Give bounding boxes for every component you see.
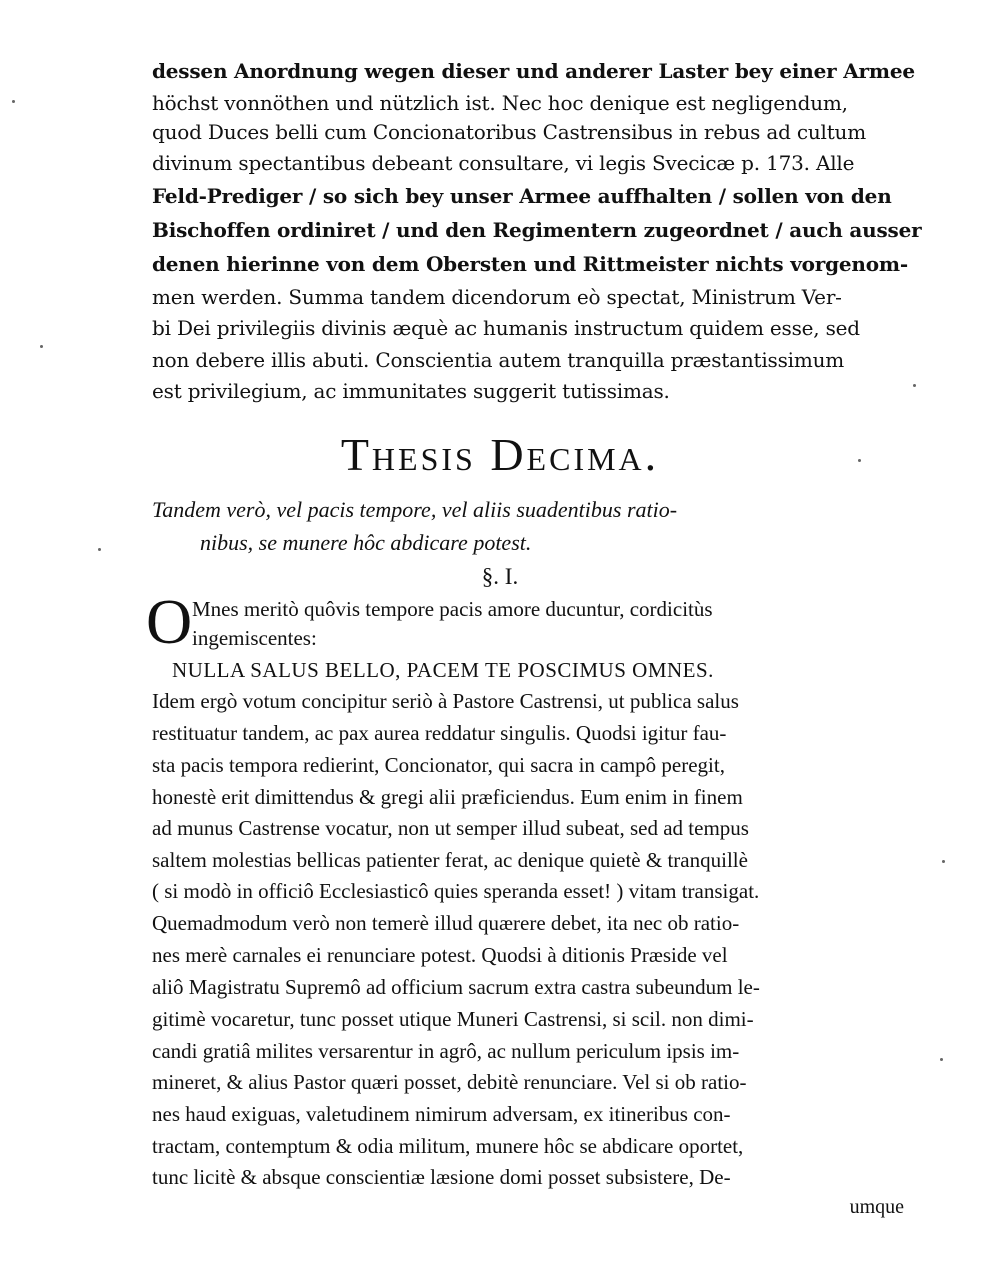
text-line: aliô Magistratu Supremô ad officium sacrum extra castra subeundum le- bbox=[152, 975, 760, 999]
section-mark: §. I. bbox=[481, 564, 519, 589]
text-line: non debere illis abuti. Conscientia autem tranquilla præstantissimum bbox=[152, 348, 845, 372]
paper-speck bbox=[12, 100, 15, 103]
text-line: Idem ergò votum concipitur seriò à Pastore Castrensi, ut publica salus bbox=[152, 689, 739, 713]
text-line: candi gratiâ milites versarentur in agrô, ac nullum periculum ipsis im- bbox=[152, 1039, 740, 1063]
paper-speck bbox=[942, 860, 945, 863]
thesis-statement-line: nibus, se munere hôc abdicare potest. bbox=[200, 530, 532, 555]
motto-line: NULLA SALUS BELLO, PACEM TE POSCIMUS OMNES. bbox=[172, 658, 714, 682]
paper-speck bbox=[940, 1058, 943, 1061]
text-line: divinum spectantibus debeant consultare, vi legis Svecicæ p. 173. Alle bbox=[152, 151, 855, 175]
text-line: Mnes meritò quôvis tempore pacis amore ducuntur, cordicitùs bbox=[192, 597, 713, 621]
paper-speck bbox=[858, 459, 861, 462]
text-line: ad munus Castrense vocatur, non ut semper illud subeat, sed ad tempus bbox=[152, 816, 749, 840]
text-line: quod Duces belli cum Concionatoribus Castrensibus in rebus ad cultum bbox=[152, 120, 867, 144]
text-line: tunc licitè & absque conscientiæ læsione domi posset subsistere, De- bbox=[152, 1165, 731, 1189]
text-line: gitimè vocaretur, tunc posset utique Muneri Castrensi, si scil. non dimi- bbox=[152, 1007, 754, 1031]
text-line: nes merè carnales ei renunciare potest. Quodsi à ditionis Præside vel bbox=[152, 943, 728, 967]
thesis-heading: Thesis Decima. bbox=[340, 429, 660, 480]
text-line: est privilegium, ac immunitates suggerit tutissimas. bbox=[152, 379, 670, 403]
text-line: ingemiscentes: bbox=[192, 626, 317, 650]
text-line: dessen Anordnung wegen dieser und anderer Laster bey einer Armee bbox=[152, 59, 915, 83]
text-line: sta pacis tempora redierint, Concionator, qui sacra in campô peregit, bbox=[152, 753, 725, 777]
text-line: honestè erit dimittendus & gregi alii præficiendus. Eum enim in finem bbox=[152, 785, 743, 809]
text-line: Feld-Prediger / so sich bey unser Armee auffhalten / sollen von den bbox=[152, 184, 892, 208]
catchword: umque bbox=[849, 1196, 904, 1218]
paper-speck bbox=[913, 384, 916, 387]
text-line: höchst vonnöthen und nützlich ist. Nec hoc denique est negligendum, bbox=[152, 91, 848, 115]
text-line: denen hierinne von dem Obersten und Rittmeister nichts vorgenom- bbox=[152, 252, 908, 276]
text-line: bi Dei privilegiis divinis æquè ac humanis instructum quidem esse, sed bbox=[152, 316, 860, 340]
paper-speck bbox=[98, 548, 101, 551]
text-line: saltem molestias bellicas patienter ferat, ac denique quietè & tranquillè bbox=[152, 848, 748, 872]
text-line: restituatur tandem, ac pax aurea reddatur singulis. Quodsi igitur fau- bbox=[152, 721, 727, 745]
thesis-statement-line: Tandem verò, vel pacis tempore, vel aliis suadentibus ratio- bbox=[152, 497, 678, 522]
text-line: nes haud exiguas, valetudinem nimirum adversam, ex itineribus con- bbox=[152, 1102, 731, 1126]
text-line: mineret, & alius Pastor quæri posset, debitè renunciare. Vel si ob ratio- bbox=[152, 1070, 747, 1094]
text-line: Bischoffen ordiniret / und den Regimentern zugeordnet / auch ausser bbox=[152, 218, 922, 242]
paper-speck bbox=[40, 345, 43, 348]
drop-cap: O bbox=[146, 586, 193, 657]
text-line: ( si modò in officiô Ecclesiasticô quies speranda esset! ) vitam transigat. bbox=[152, 879, 760, 903]
text-line: Quemadmodum verò non temerè illud quærere debet, ita nec ob ratio- bbox=[152, 911, 740, 935]
text-line: tractam, contemptum & odia militum, munere hôc se abdicare oportet, bbox=[152, 1134, 744, 1158]
text-line: men werden. Summa tandem dicendorum eò spectat, Ministrum Ver- bbox=[152, 285, 842, 309]
